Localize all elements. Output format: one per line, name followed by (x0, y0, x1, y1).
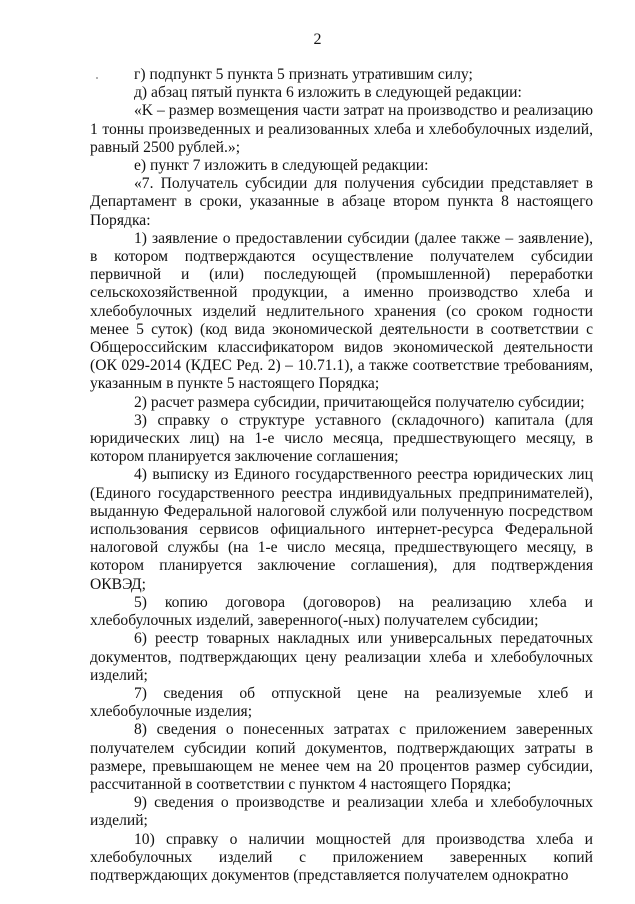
list-item-6: 6) реестр товарных накладных или универсальных передаточных документов, подтверждающих цену реализации хлеба и хлебобулочных изделий; (90, 630, 593, 684)
list-item-9: 9) сведения о производстве и реализации хлеба и хлебобулочных изделий; (90, 794, 593, 830)
list-item-7: 7) сведения об отпускной цене на реализуемые хлеб и хлебобулочные изделия; (90, 684, 593, 721)
list-item-5: 5) копию договора (договоров) на реализацию хлеба и хлебобулочных изделий, заверенного(-ных) получателем субсидии; (90, 593, 593, 630)
paragraph-e: е) пункт 7 изложить в следующей редакции: (134, 157, 429, 175)
paragraph-g: г) подпункт 5 пункта 5 признать утратившим силу; (134, 66, 473, 83)
list-item-8: 8) сведения о понесенных затратах с приложением заверенных получателем субсидии копий документов, подтверждающих затраты в размере, превышающем не менее чем на 20 процентов размер субсидии, рассчитанной в соответствии с пунктом 4 настоящего Порядка; (90, 721, 593, 793)
list-item-10: 10) справку о наличии мощностей для производства хлеба и хлебобулочных изделий с приложением заверенных копий подтверждающих документов (представляется получателем однократно (90, 830, 593, 884)
paragraph-d: д) абзац пятый пункта 6 изложить в следующей редакции: (134, 84, 522, 102)
list-item-2: 2) расчет размера субсидии, причитающейся получателю субсидии; (134, 393, 585, 411)
page-number: 2 (313, 31, 322, 48)
list-item-3: 3) справку о структуре уставного (складочного) капитала (для юридических лиц) на 1-е число месяца, предшествующего месяцу, в котором планируется заключение соглашения; (90, 411, 593, 466)
list-item-4: 4) выписку из Единого государственного реестра юридических лиц (Единого государственного реестра индивидуальных предпринимателей), выданную Федеральной налоговой службой или полученную посредством использования сервисов официального интернет-ресурса Федеральной налоговой службы (на 1-е число месяца, предшествующего месяцу, в котором планируется заключение соглашения), для подтверждения ОКВЭД; (90, 466, 593, 593)
paragraph-k-definition: «K – размер возмещения части затрат на производство и реализацию 1 тонны произведенных и реализованных хлеба и хлебобулочных изделий, равный 2500 рублей.»; (90, 102, 593, 156)
paragraph-item-7: «7. Получатель субсидии для получения субсидии представляет в Департамент в сроки, указанные в абзаце втором пункта 8 настоящего Порядка: (90, 175, 593, 229)
list-item-1: 1) заявление о предоставлении субсидии (далее также – заявление), в котором подтверждаются осуществление получателем субсидии первичной и (или) последующей (промышленной) переработки сельскохозяйственной продукции, а именно производство хлеба и хлебобулочных изделий недлительного хранения (со сроком годности менее 5 суток) (код вида экономической деятельности в соответствии с Общероссийским классификатором видов экономической деятельности (ОК 029-2014 (КДЕС Ред. 2) – 10.71.1), а также соответствие требованиям, указанным в пункте 5 настоящего Порядка; (90, 229, 593, 393)
document-body (90, 66, 593, 885)
